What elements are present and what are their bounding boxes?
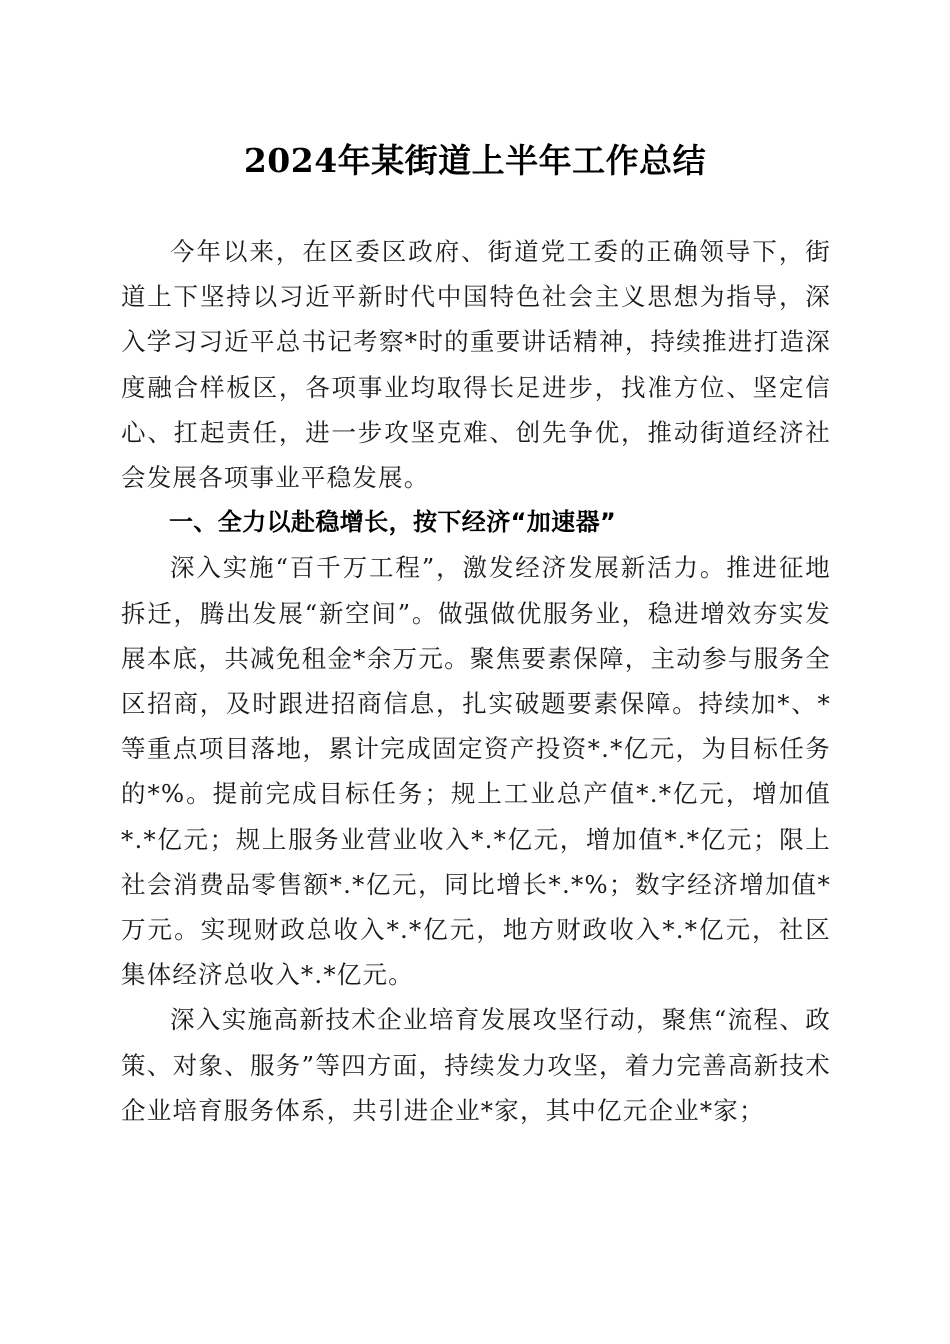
intro-paragraph: 今年以来，在区委区政府、街道党工委的正确领导下，街道上下坚持以习近平新时代中国特色社会主义思想为指导，深入学习习近平总书记考察*时的重要讲话精神，持续推进打造深度融合样板区，各项事业均取得长足进步，找准方位、坚定信心、扛起责任，进一步攻坚克难、创先争优，推动街道经济社会发展各项事业平稳发展。 bbox=[121, 237, 831, 493]
body-paragraph: 深入实施“百千万工程”，激发经济发展新活力。推进征地拆迁，腾出发展“新空间”。做强做优服务业，稳进增效夯实发展本底，共减免租金*余万元。聚焦要素保障，主动参与服务全区招商，及时跟进招商信息，扎实破题要素保障。持续加*、*等重点项目落地，累计完成固定资产投资*.*亿元，为目标任务的*%。提前完成目标任务；规上工业总产值*.*亿元，增加值*.*亿元；规上服务业营业收入*.*亿元，增加值*.*亿元；限上社会消费品零售额*.*亿元，同比增长*.*%；数字经济增加值*万元。实现财政总收入*.*亿元，地方财政收入*.*亿元，社区集体经济总收入*.*亿元。 bbox=[121, 553, 831, 990]
body-paragraph: 深入实施高新技术企业培育发展攻坚行动，聚焦“流程、政策、对象、服务”等四方面，持续发力攻坚，着力完善高新技术企业培育服务体系，共引进企业*家，其中亿元企业*家； bbox=[121, 1005, 831, 1125]
section-heading: 一、全力以赴稳增长，按下经济“加速器” bbox=[169, 508, 617, 537]
document-title: 2024年某街道上半年工作总结 bbox=[243, 141, 707, 180]
document-body bbox=[121, 229, 831, 1133]
